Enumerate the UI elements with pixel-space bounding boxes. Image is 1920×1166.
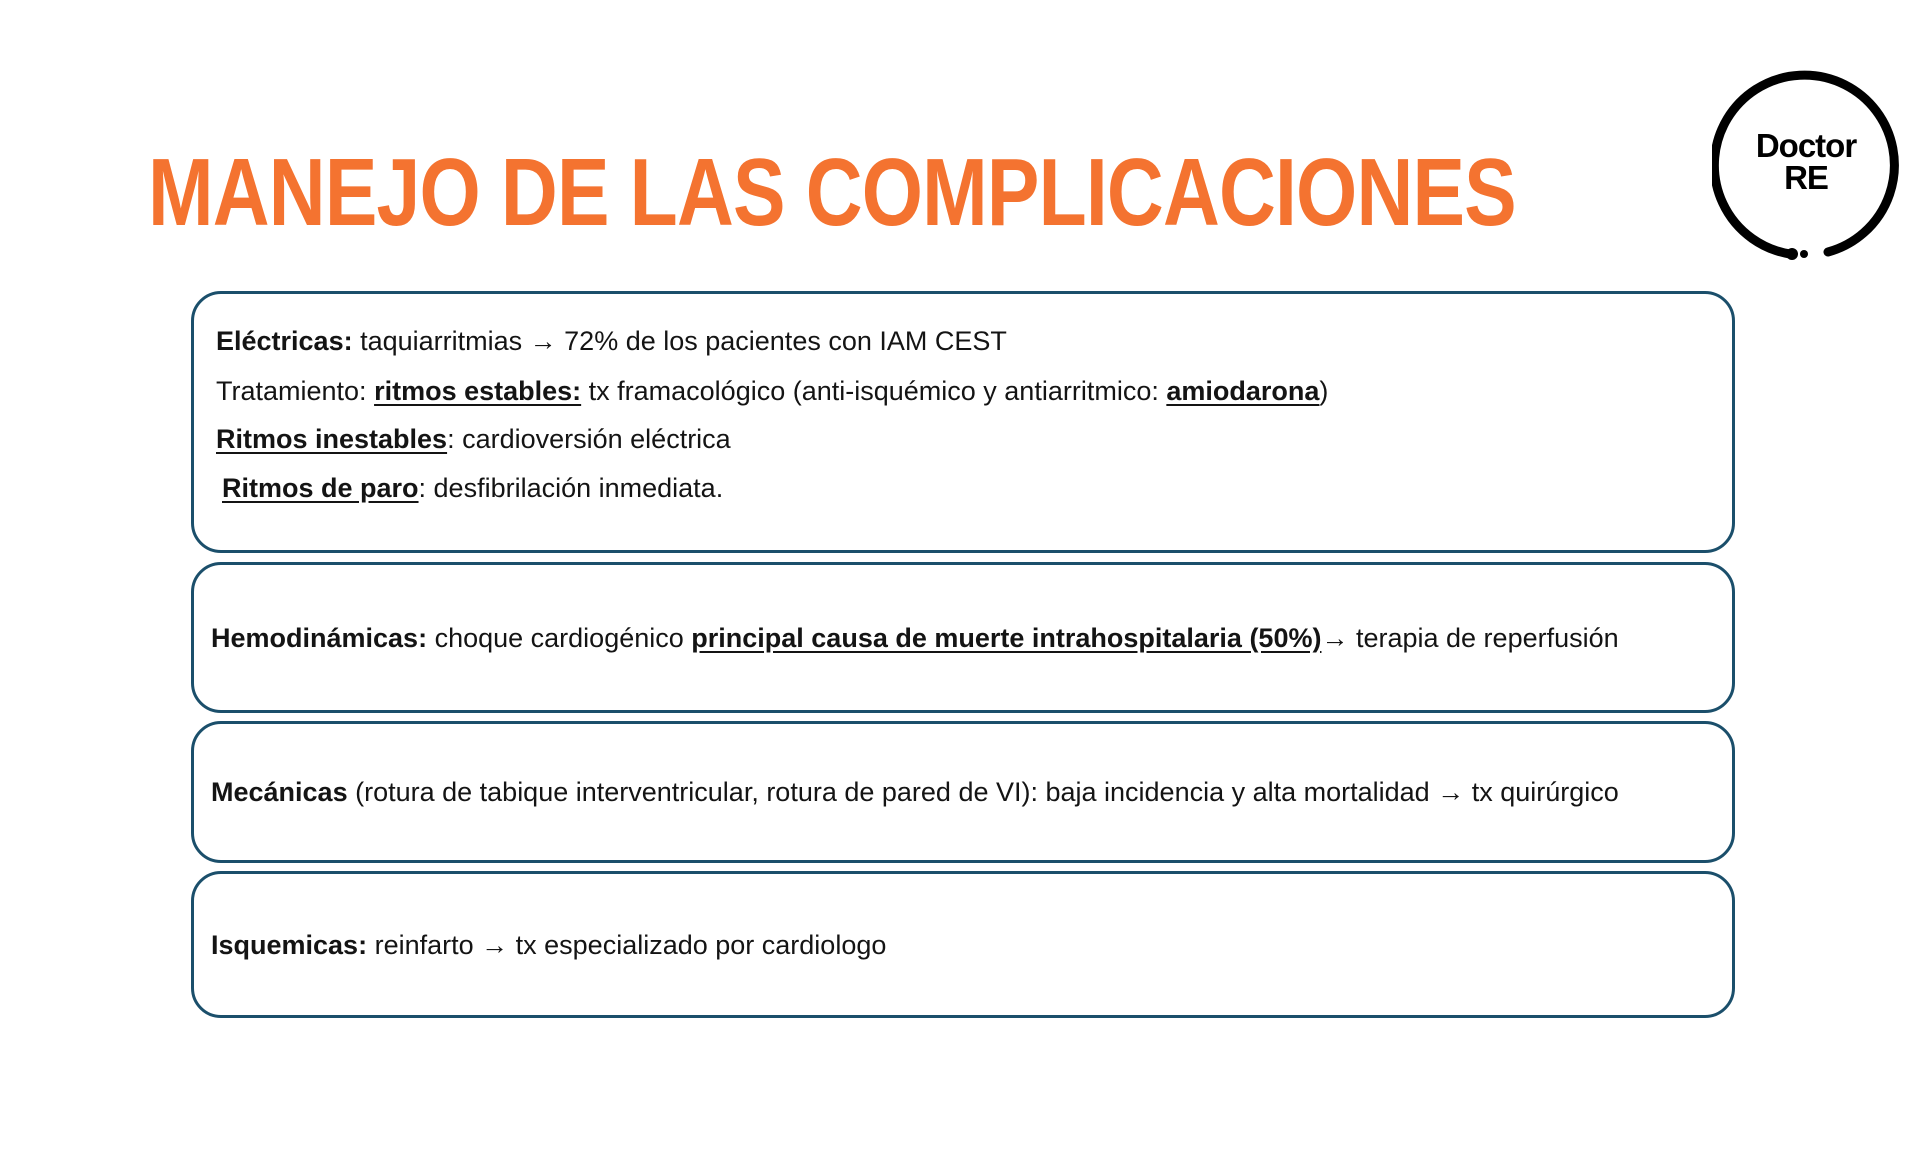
electrical-line-1 <box>216 324 1007 358</box>
mechanical-text: (rotura de tabique interventricular, rotura de pared de VI): baja incidencia y alta mortalidad <box>347 777 1438 807</box>
treatment-prefix: Tratamiento: <box>216 376 375 406</box>
mechanical-label: Mecánicas <box>211 777 348 807</box>
arrow-right-icon: → <box>1321 622 1349 653</box>
electrical-complications-box <box>191 291 1735 553</box>
ischemic-complications-box <box>191 871 1735 1018</box>
logo-line-1: Doctor <box>1755 127 1857 164</box>
ischemic-label: Isquemicas: <box>211 929 368 960</box>
hemodynamic-text: choque cardiogénico <box>427 622 692 653</box>
electrical-line-4 <box>222 471 723 505</box>
mechanical-complications-box <box>191 721 1735 863</box>
mechanical-line <box>211 775 1619 809</box>
unstable-rhythms-text: : cardioversión eléctrica <box>447 424 731 454</box>
arrow-right-icon: → <box>1437 777 1465 807</box>
amiodarone-drug: amiodarona <box>1166 376 1320 406</box>
unstable-rhythms-label: Ritmos inestables <box>216 424 448 454</box>
electrical-line-3 <box>216 422 731 456</box>
ischemic-text: reinfarto <box>367 929 482 960</box>
electrical-line-2 <box>216 374 1328 408</box>
mechanical-therapy: tx quirúrgico <box>1464 777 1619 807</box>
arrest-rhythms-text: : desfibrilación inmediata. <box>418 473 724 503</box>
ischemic-therapy: tx especializado por cardiologo <box>508 929 887 960</box>
arrow-right-icon: → <box>481 929 509 960</box>
stable-close: ) <box>1319 376 1329 406</box>
hemodynamic-complications-box <box>191 562 1735 713</box>
logo-line-2: RE <box>1784 159 1828 196</box>
electrical-stat: 72% de los pacientes con IAM CEST <box>556 326 1007 356</box>
hemodynamic-therapy: terapia de reperfusión <box>1348 622 1619 653</box>
hemodynamic-label: Hemodinámicas: <box>211 622 428 653</box>
stable-rhythms-label: ritmos estables: <box>374 376 582 406</box>
electrical-text: taquiarritmias <box>352 326 530 356</box>
logo-text <box>1712 127 1900 196</box>
hemodynamic-line <box>211 621 1619 655</box>
stable-rhythms-text: tx framacológico (anti-isquémico y antiarritmico: <box>581 376 1167 406</box>
arrow-right-icon: → <box>529 326 557 356</box>
hemodynamic-highlight: principal causa de muerte intrahospitalaria (50%) <box>691 622 1322 653</box>
doctor-re-logo <box>1712 68 1900 264</box>
ischemic-line <box>211 928 886 962</box>
electrical-label: Eléctricas: <box>216 326 353 356</box>
slide-title: MANEJO DE LAS COMPLICACIONES <box>148 139 1516 246</box>
arrest-rhythms-label: Ritmos de paro <box>222 473 419 503</box>
